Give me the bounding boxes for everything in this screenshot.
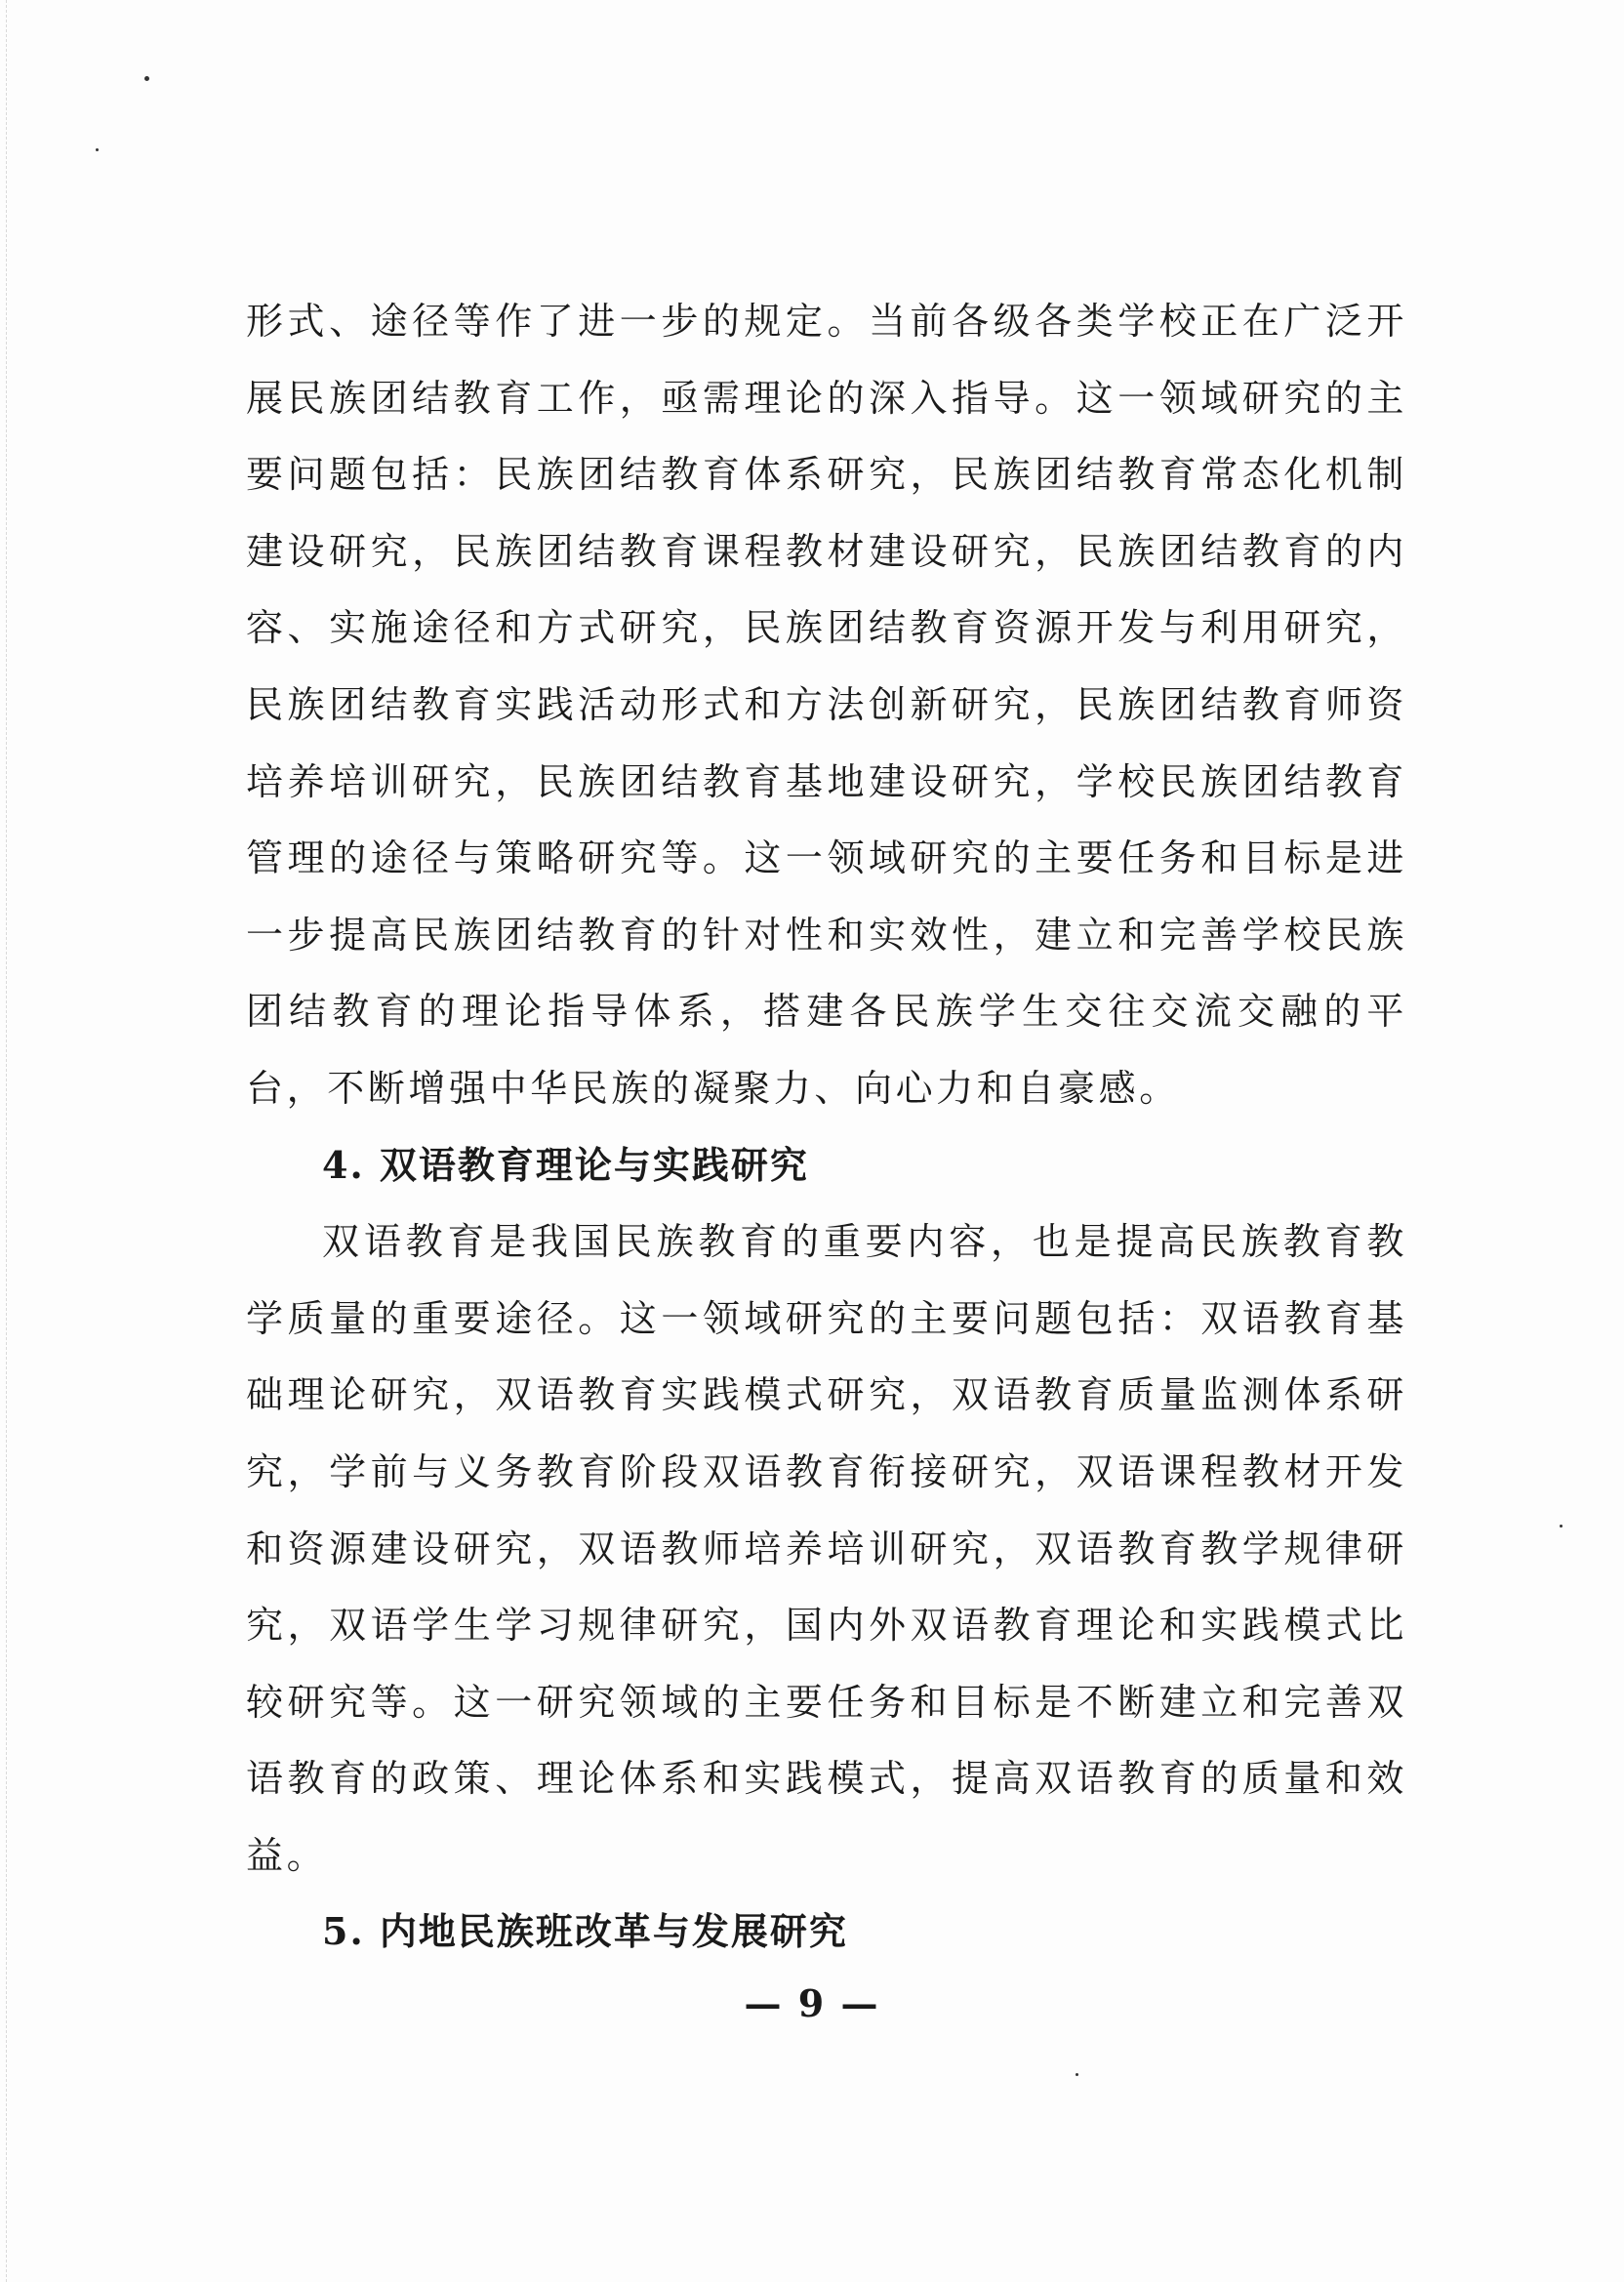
scan-speck (1560, 1525, 1563, 1528)
section-heading-bilingual-education: 4. 双语教育理论与实践研究 (322, 1142, 809, 1187)
page-number: — 9 — (744, 1981, 880, 2025)
section-heading-inland-ethnic-classes: 5. 内地民族班改革与发展研究 (322, 1909, 848, 1954)
body-text (246, 283, 1407, 1971)
paragraph-minority-unity-education: 形式、途径等作了进一步的规定。当前各级各类学校正在广泛开展民族团结教育工作，亟需理论的深入指导。这一领域研究的主要问题包括：民族团结教育体系研究，民族团结教育常态化机制建设研究，民族团结教育课程教材建设研究，民族团结教育的内容、实施途径和方式研究，民族团结教育资源开发与利用研究，民族团结教育实践活动形式和方法创新研究，民族团结教育师资培养培训研究，民族团结教育基地建设研究，学校民族团结教育管理的途径与策略研究等。这一领域研究的主要任务和目标是进一步提高民族团结教育的针对性和实效性，建立和完善学校民族团结教育的理论指导体系，搭建各民族学生交往交流交融的平台，不断增强中华民族的凝聚力、向心力和自豪感。 (246, 300, 1407, 1110)
scan-speck (144, 76, 149, 81)
scan-speck (1076, 2073, 1078, 2076)
paragraph-bilingual-education: 双语教育是我国民族教育的重要内容，也是提高民族教育教学质量的重要途径。这一领域研究的主要问题包括：双语教育基础理论研究，双语教育实践模式研究，双语教育质量监测体系研究，学前与义务教育阶段双语教育衔接研究，双语课程教材开发和资源建设研究，双语教师培养培训研究，双语教育教学规律研究，双语学生学习规律研究，国内外双语教育理论和实践模式比较研究等。这一研究领域的主要任务和目标是不断建立和完善双语教育的政策、理论体系和实践模式，提高双语教育的质量和效益。 (246, 1220, 1407, 1877)
scan-speck (96, 148, 99, 151)
scan-edge-marks (6, 0, 8, 2282)
